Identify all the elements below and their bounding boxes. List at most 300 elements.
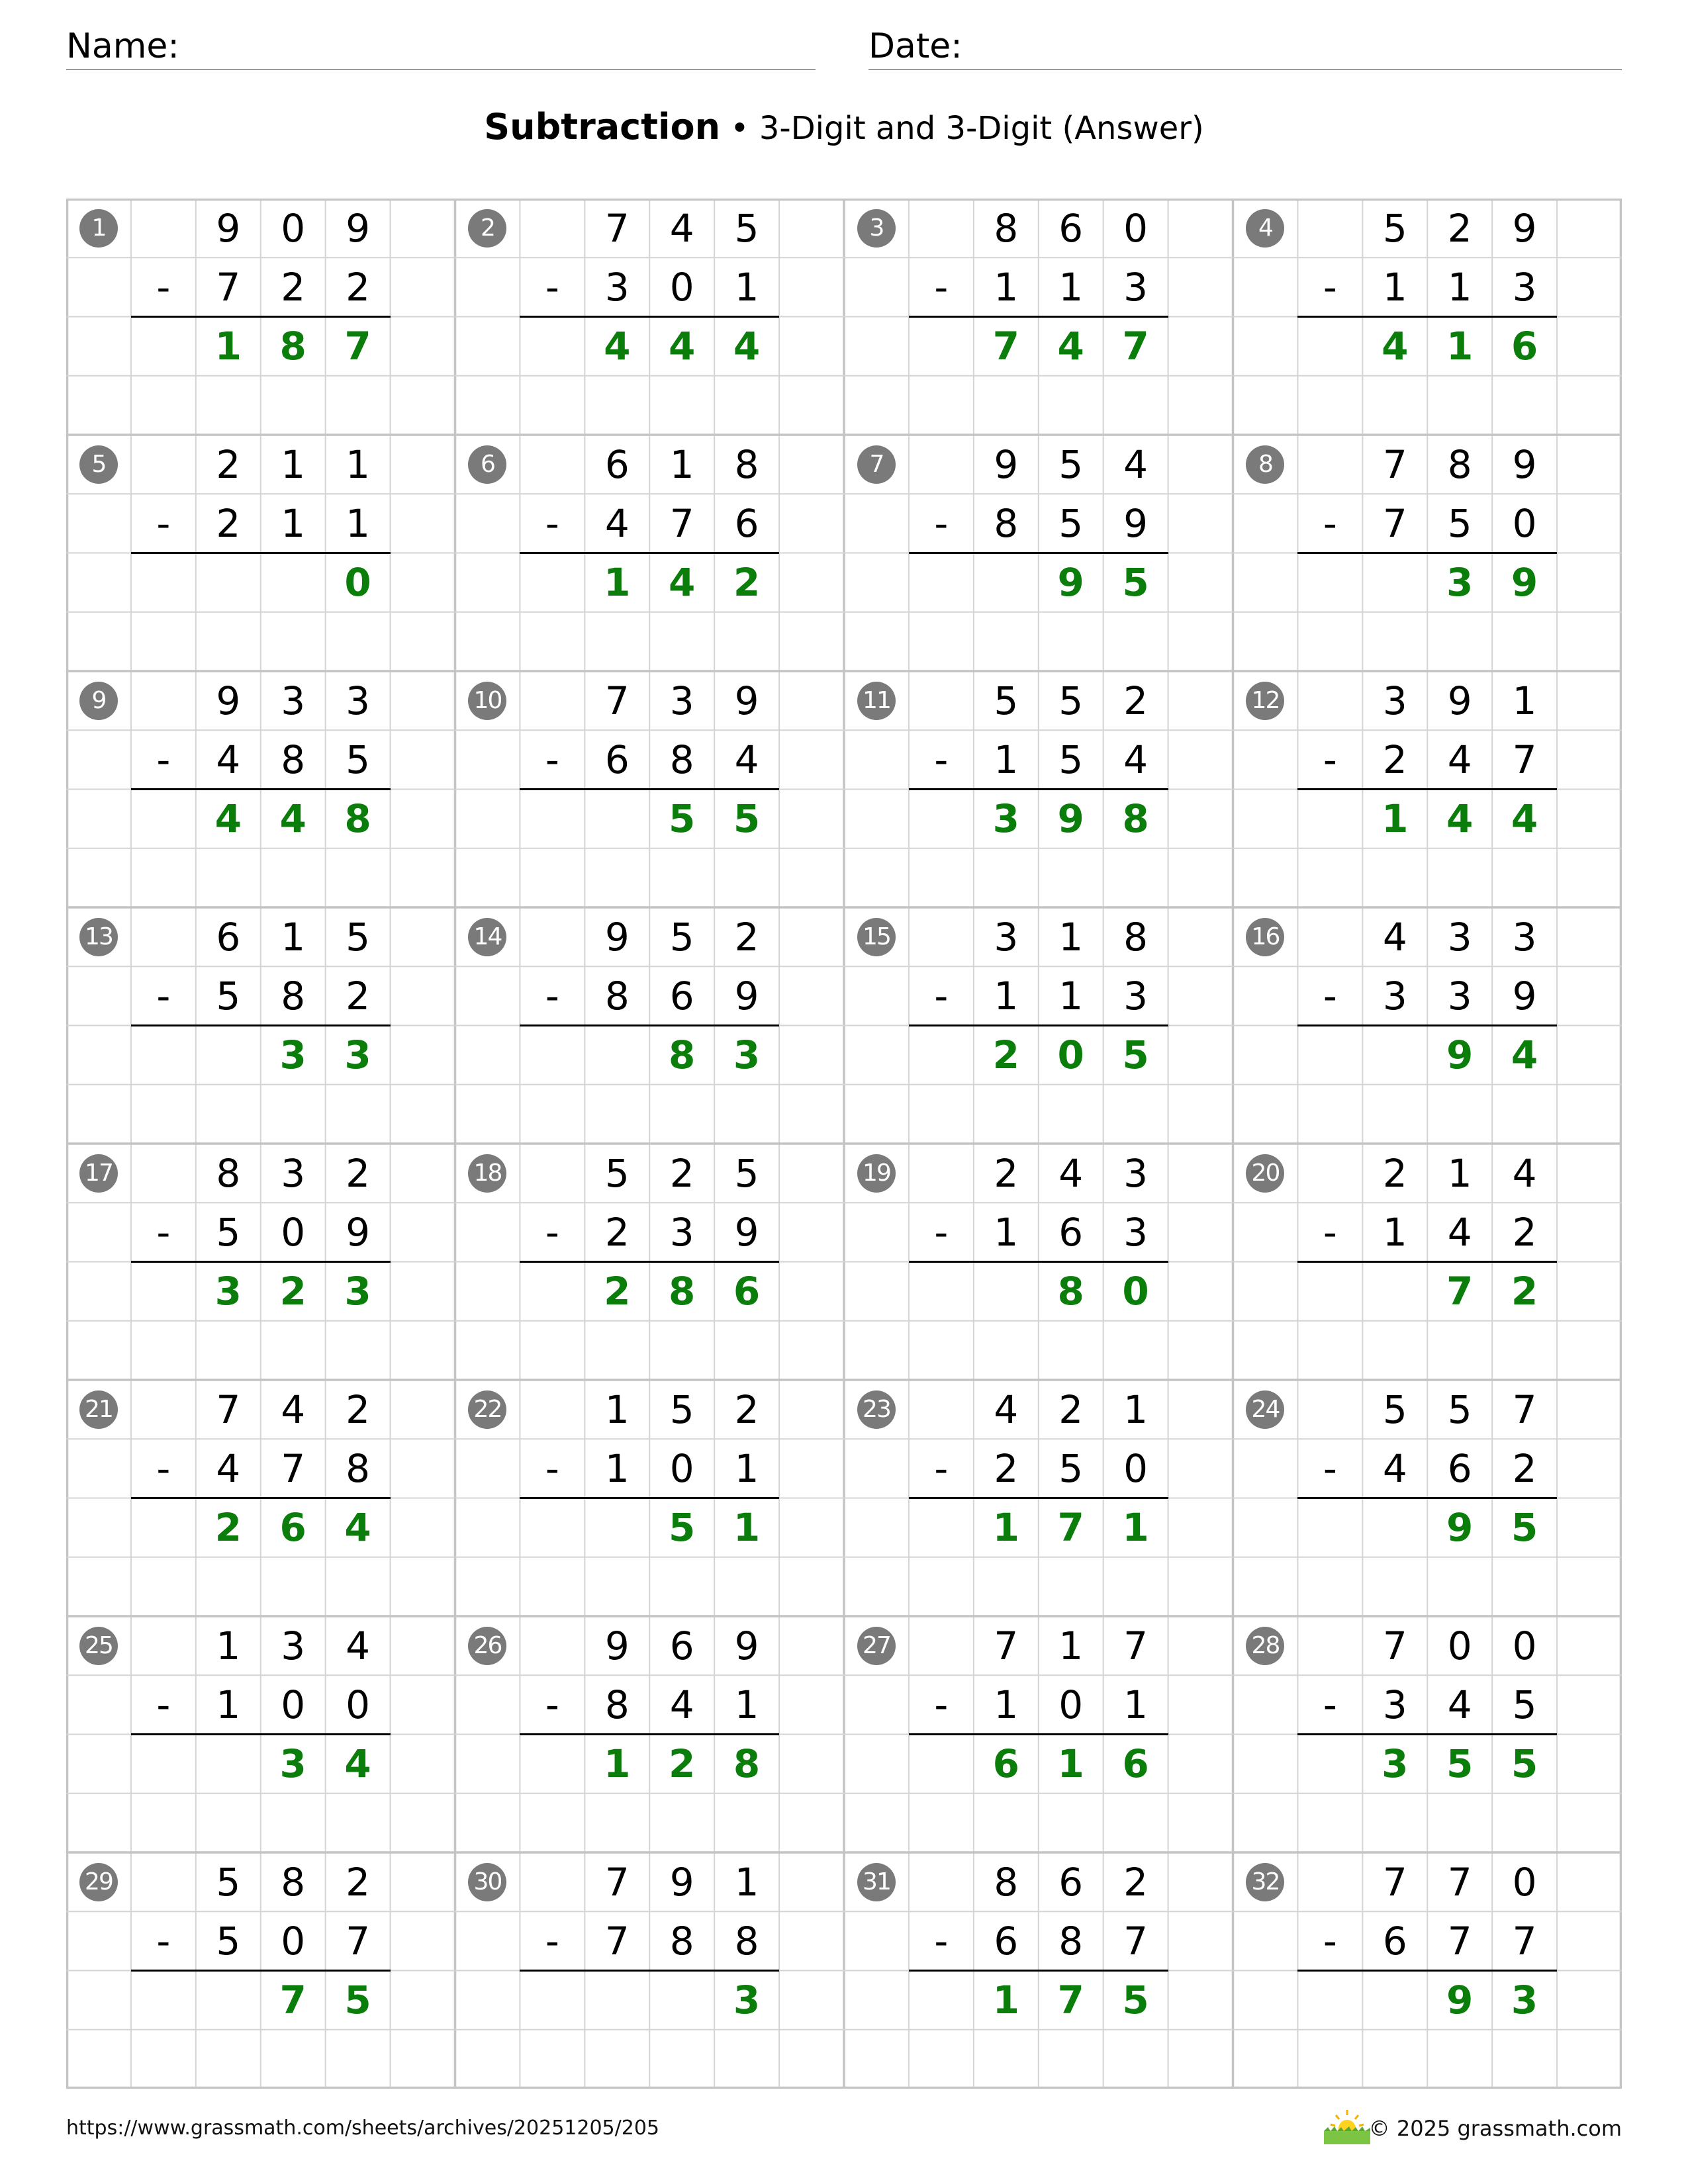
minus-sign: - [156,264,171,310]
subtraction-rule [909,1024,1168,1026]
answer-digit: 0 [1122,1269,1149,1314]
subtrahend-digit: 0 [281,1682,306,1727]
subtrahend-digit: 6 [669,973,694,1019]
minuend-digit: 8 [1123,914,1149,960]
minuend-digit: 1 [1058,914,1084,960]
minuend-digit: 7 [1123,1623,1149,1668]
minuend-digit: 5 [1382,205,1407,251]
answer-digit: 6 [279,1505,306,1551]
subtrahend-digit: 3 [1382,973,1407,1019]
subtrahend-digit: 7 [216,264,241,310]
answer-digit: 1 [214,324,242,369]
answer-digit: 6 [992,1741,1019,1787]
minuend-digit: 4 [281,1387,306,1432]
minuend-digit: 9 [1512,205,1537,251]
answer-digit: 6 [1511,324,1538,369]
subtrahend-digit: 8 [604,973,630,1019]
subtrahend-digit: 8 [604,1682,630,1727]
minuend-digit: 5 [669,1387,694,1432]
minuend-digit: 2 [1123,1859,1149,1905]
problem-number-badge: 25 [79,1627,118,1665]
minuend-digit: 2 [216,441,241,487]
minuend-digit: 3 [1123,1150,1149,1196]
subtrahend-digit: 0 [281,1209,306,1255]
problem-number-badge: 21 [79,1390,118,1429]
subtrahend-digit: 8 [734,1918,759,1964]
answer-digit: 4 [669,324,696,369]
subtraction-rule [1297,1733,1557,1735]
minuend-digit: 0 [1512,1859,1537,1905]
subtrahend-digit: 2 [1382,737,1407,782]
minuend-digit: 5 [734,1150,759,1196]
minuend-digit: 7 [1447,1859,1472,1905]
minuend-digit: 1 [669,441,694,487]
minuend-digit: 2 [1058,1387,1084,1432]
problem-number-badge: 1 [79,209,118,248]
subtrahend-digit: 3 [669,1209,694,1255]
minuend-digit: 9 [734,678,759,723]
subtraction-rule [131,1970,391,1972]
minuend-digit: 5 [216,1859,241,1905]
problem-grid [66,199,1622,2089]
subtrahend-digit: 6 [1447,1445,1472,1491]
minuend-digit: 5 [604,1150,630,1196]
answer-digit: 8 [733,1741,761,1787]
answer-digit: 2 [669,1741,696,1787]
problem-number-badge: 16 [1246,918,1284,956]
minuend-digit: 2 [669,1150,694,1196]
subtrahend-digit: 4 [1123,737,1149,782]
answer-digit: 3 [279,1741,306,1787]
subtraction-rule [131,552,391,554]
subtrahend-digit: 1 [1382,264,1407,310]
answer-digit: 1 [992,1505,1019,1551]
subtraction-rule [909,788,1168,790]
subtrahend-digit: 0 [669,264,694,310]
answer-digit: 2 [279,1269,306,1314]
minuend-digit: 7 [604,678,630,723]
minuend-digit: 4 [1382,914,1407,960]
problem-number-badge: 19 [857,1154,896,1193]
problem-number-badge: 31 [857,1863,896,1901]
problem-number-badge: 15 [857,918,896,956]
answer-digit: 1 [1446,324,1474,369]
subtraction-rule [520,1970,779,1972]
answer-digit: 8 [1122,796,1149,842]
minuend-digit: 8 [216,1150,241,1196]
subtrahend-digit: 4 [604,500,630,546]
answer-digit: 4 [214,796,242,842]
subtrahend-digit: 7 [1447,1918,1472,1964]
minus-sign: - [1323,973,1337,1019]
subtrahend-digit: 1 [1123,1682,1149,1727]
minuend-digit: 3 [1512,914,1537,960]
answer-digit: 2 [604,1269,631,1314]
problem-number-badge: 17 [79,1154,118,1193]
minuend-digit: 1 [1447,1150,1472,1196]
grass-sun-logo-icon [1323,2109,1372,2146]
subtrahend-digit: 0 [1123,1445,1149,1491]
problem-number-badge: 2 [468,209,506,248]
name-field[interactable] [66,25,816,70]
minuend-digit: 4 [1058,1150,1084,1196]
subtrahend-digit: 1 [346,500,371,546]
subtrahend-digit: 7 [1512,737,1537,782]
minuend-digit: 0 [1447,1623,1472,1668]
answer-digit: 3 [1382,1741,1409,1787]
subtrahend-digit: 4 [1382,1445,1407,1491]
subtrahend-digit: 3 [1123,973,1149,1019]
date-field[interactable] [868,25,1622,70]
subtrahend-digit: 0 [346,1682,371,1727]
minuend-digit: 8 [994,205,1019,251]
subtraction-rule [909,1261,1168,1263]
subtrahend-digit: 1 [994,973,1019,1019]
answer-digit: 4 [604,324,631,369]
subtrahend-digit: 3 [1512,264,1537,310]
minuend-digit: 7 [1512,1387,1537,1432]
answer-digit: 2 [1511,1269,1538,1314]
minuend-digit: 4 [1123,441,1149,487]
subtraction-rule [1297,1261,1557,1263]
subtrahend-digit: 8 [1058,1918,1084,1964]
subtrahend-digit: 3 [1123,1209,1149,1255]
subtrahend-digit: 5 [1447,500,1472,546]
subtrahend-digit: 5 [1058,737,1084,782]
subtrahend-digit: 1 [1058,973,1084,1019]
minus-sign: - [545,1918,559,1964]
minus-sign: - [156,1209,171,1255]
subtrahend-digit: 8 [994,500,1019,546]
answer-digit: 0 [344,560,371,606]
subtraction-rule [909,1970,1168,1972]
problem-number-badge: 3 [857,209,896,248]
minuend-digit: 8 [734,441,759,487]
minuend-digit: 8 [994,1859,1019,1905]
minus-sign: - [545,737,559,782]
subtraction-rule [131,316,391,318]
minus-sign: - [934,500,949,546]
subtrahend-digit: 5 [1058,500,1084,546]
problem-number-badge: 14 [468,918,506,956]
answer-digit: 5 [733,796,761,842]
subtrahend-digit: 0 [281,1918,306,1964]
minuend-digit: 0 [1123,205,1149,251]
subtrahend-digit: 1 [1447,264,1472,310]
minus-sign: - [156,1918,171,1964]
subtraction-rule [1297,1970,1557,1972]
answer-digit: 1 [604,1741,631,1787]
problem-number-badge: 29 [79,1863,118,1901]
answer-digit: 9 [1446,1505,1474,1551]
answer-digit: 8 [669,1032,696,1078]
minus-sign: - [934,1918,949,1964]
subtrahend-digit: 1 [734,1682,759,1727]
answer-digit: 1 [604,560,631,606]
subtrahend-digit: 5 [216,1209,241,1255]
minus-sign: - [545,973,559,1019]
answer-digit: 7 [1122,324,1149,369]
answer-digit: 7 [279,1978,306,2023]
problem-number-badge: 27 [857,1627,896,1665]
minuend-digit: 3 [669,678,694,723]
footer-url[interactable]: https://www.grassmath.com/sheets/archives/20251205/205 [66,2116,660,2140]
minus-sign: - [1323,1682,1337,1727]
subtrahend-digit: 3 [1382,1682,1407,1727]
answer-digit: 9 [1446,1978,1474,2023]
minus-sign: - [1323,737,1337,782]
subtraction-rule [520,1733,779,1735]
minuend-digit: 5 [734,205,759,251]
subtrahend-digit: 4 [1447,1682,1472,1727]
minuend-digit: 5 [1058,678,1084,723]
minuend-digit: 9 [604,914,630,960]
problem-number-badge: 4 [1246,209,1284,248]
answer-digit: 2 [733,560,761,606]
minus-sign: - [934,737,949,782]
answer-digit: 5 [1511,1505,1538,1551]
subtraction-rule [1297,1024,1557,1026]
subtrahend-digit: 2 [281,264,306,310]
subtrahend-digit: 7 [1382,500,1407,546]
minuend-digit: 1 [1512,678,1537,723]
subtrahend-digit: 4 [734,737,759,782]
answer-digit: 3 [1446,560,1474,606]
problem-number-badge: 32 [1246,1863,1284,1901]
minuend-digit: 9 [1447,678,1472,723]
answer-digit: 4 [1446,796,1474,842]
minuend-digit: 7 [1382,1859,1407,1905]
answer-digit: 5 [1446,1741,1474,1787]
answer-digit: 3 [992,796,1019,842]
minus-sign: - [934,1209,949,1255]
minuend-digit: 6 [216,914,241,960]
answer-digit: 8 [669,1269,696,1314]
subtrahend-digit: 7 [604,1918,630,1964]
subtrahend-digit: 4 [669,1682,694,1727]
minus-sign: - [156,500,171,546]
minuend-digit: 2 [346,1387,371,1432]
subtraction-rule [909,1733,1168,1735]
answer-digit: 5 [669,796,696,842]
answer-digit: 5 [1122,1032,1149,1078]
minuend-digit: 3 [281,678,306,723]
subtrahend-digit: 6 [1058,1209,1084,1255]
minuend-digit: 1 [216,1623,241,1668]
minuend-digit: 6 [1058,1859,1084,1905]
subtraction-rule [131,1733,391,1735]
minus-sign: - [156,1682,171,1727]
answer-digit: 6 [1122,1741,1149,1787]
minuend-digit: 2 [994,1150,1019,1196]
subtrahend-digit: 2 [994,1445,1019,1491]
minuend-digit: 4 [994,1387,1019,1432]
minuend-digit: 3 [994,914,1019,960]
answer-digit: 9 [1057,796,1084,842]
answer-digit: 5 [669,1505,696,1551]
minuend-digit: 3 [346,678,371,723]
answer-digit: 8 [1057,1269,1084,1314]
problem-number-badge: 26 [468,1627,506,1665]
subtrahend-digit: 1 [994,1682,1019,1727]
problem-number-badge: 20 [1246,1154,1284,1193]
subtrahend-digit: 7 [1123,1918,1149,1964]
problem-number-badge: 30 [468,1863,506,1901]
minuend-digit: 2 [734,914,759,960]
minuend-digit: 2 [1447,205,1472,251]
minuend-digit: 3 [1447,914,1472,960]
answer-digit: 7 [344,324,371,369]
subtrahend-digit: 1 [604,1445,630,1491]
answer-digit: 1 [1057,1741,1084,1787]
answer-digit: 5 [1122,1978,1149,2023]
subtraction-rule [131,1497,391,1499]
minus-sign: - [545,1209,559,1255]
minuend-digit: 0 [1512,1623,1537,1668]
subtrahend-digit: 9 [346,1209,371,1255]
subtrahend-digit: 0 [1512,500,1537,546]
subtraction-rule [1297,316,1557,318]
subtrahend-digit: 3 [1447,973,1472,1019]
problem-number-badge: 8 [1246,445,1284,484]
answer-digit: 4 [1057,324,1084,369]
subtrahend-digit: 2 [604,1209,630,1255]
answer-digit: 0 [1057,1032,1084,1078]
subtrahend-digit: 9 [734,973,759,1019]
subtrahend-digit: 1 [216,1682,241,1727]
subtrahend-digit: 5 [1058,1445,1084,1491]
problem-number-badge: 9 [79,682,118,720]
answer-digit: 4 [344,1505,371,1551]
minuend-digit: 9 [734,1623,759,1668]
minuend-digit: 5 [994,678,1019,723]
minuend-digit: 8 [281,1859,306,1905]
answer-digit: 4 [1382,324,1409,369]
subtrahend-digit: 5 [346,737,371,782]
minuend-digit: 5 [1447,1387,1472,1432]
minuend-digit: 7 [216,1387,241,1432]
answer-digit: 4 [1511,796,1538,842]
minuend-digit: 7 [604,1859,630,1905]
subtrahend-digit: 8 [669,1918,694,1964]
subtrahend-digit: 7 [1512,1918,1537,1964]
minuend-digit: 2 [734,1387,759,1432]
subtrahend-digit: 1 [734,264,759,310]
minus-sign: - [1323,500,1337,546]
minuend-digit: 5 [669,914,694,960]
subtraction-rule [909,552,1168,554]
footer-copyright: © 2025 grassmath.com [1368,2116,1622,2141]
minuend-digit: 3 [1382,678,1407,723]
subtraction-rule [520,552,779,554]
minus-sign: - [1323,1445,1337,1491]
title-subtitle: • 3-Digit and 3-Digit (Answer) [730,110,1204,147]
minus-sign: - [934,1682,949,1727]
answer-digit: 3 [344,1269,371,1314]
subtrahend-digit: 6 [1382,1918,1407,1964]
subtrahend-digit: 5 [216,973,241,1019]
problem-number-badge: 28 [1246,1627,1284,1665]
answer-digit: 7 [992,324,1019,369]
minuend-digit: 2 [1123,678,1149,723]
minuend-digit: 9 [604,1623,630,1668]
minuend-digit: 6 [669,1623,694,1668]
subtraction-rule [1297,552,1557,554]
subtrahend-digit: 5 [1512,1682,1537,1727]
subtrahend-digit: 2 [346,264,371,310]
title-main: Subtraction [484,106,721,148]
subtrahend-digit: 1 [734,1445,759,1491]
subtraction-rule [909,1497,1168,1499]
subtrahend-digit: 1 [994,737,1019,782]
subtrahend-digit: 9 [1123,500,1149,546]
minuend-digit: 7 [994,1623,1019,1668]
subtrahend-digit: 3 [1123,264,1149,310]
subtrahend-digit: 7 [281,1445,306,1491]
subtraction-rule [131,788,391,790]
date-label: Date: [868,26,962,66]
minuend-digit: 1 [281,441,306,487]
subtrahend-digit: 9 [1512,973,1537,1019]
answer-digit: 4 [669,560,696,606]
answer-digit: 1 [992,1978,1019,2023]
answer-digit: 8 [344,796,371,842]
answer-digit: 3 [733,1032,761,1078]
minuend-digit: 5 [1058,441,1084,487]
minuend-digit: 4 [1512,1150,1537,1196]
answer-digit: 5 [344,1978,371,2023]
answer-digit: 4 [1511,1032,1538,1078]
problem-number-badge: 6 [468,445,506,484]
answer-digit: 9 [1057,560,1084,606]
subtrahend-digit: 2 [1512,1445,1537,1491]
answer-digit: 1 [1382,796,1409,842]
answer-digit: 7 [1057,1505,1084,1551]
minuend-digit: 1 [734,1859,759,1905]
problem-number-badge: 13 [79,918,118,956]
minus-sign: - [545,264,559,310]
minuend-digit: 7 [1382,1623,1407,1668]
subtraction-rule [909,316,1168,318]
minuend-digit: 2 [346,1859,371,1905]
subtrahend-digit: 8 [346,1445,371,1491]
answer-digit: 3 [1511,1978,1538,2023]
answer-digit: 3 [344,1032,371,1078]
subtraction-rule [520,1261,779,1263]
minus-sign: - [545,1682,559,1727]
subtraction-rule [131,1261,391,1263]
problem-number-badge: 7 [857,445,896,484]
problem-number-badge: 24 [1246,1390,1284,1429]
answer-digit: 7 [1446,1269,1474,1314]
minuend-digit: 7 [1382,441,1407,487]
problem-number-badge: 12 [1246,682,1284,720]
minuend-digit: 9 [669,1859,694,1905]
minuend-digit: 1 [1058,1623,1084,1668]
minus-sign: - [156,1445,171,1491]
subtrahend-digit: 0 [1058,1682,1084,1727]
minus-sign: - [1323,264,1337,310]
answer-digit: 7 [1057,1978,1084,2023]
subtrahend-digit: 1 [1058,264,1084,310]
problem-number-badge: 18 [468,1154,506,1193]
answer-digit: 1 [733,1505,761,1551]
answer-digit: 2 [214,1505,242,1551]
name-label: Name: [66,26,179,66]
minus-sign: - [934,973,949,1019]
subtrahend-digit: 9 [734,1209,759,1255]
subtraction-rule [520,1024,779,1026]
